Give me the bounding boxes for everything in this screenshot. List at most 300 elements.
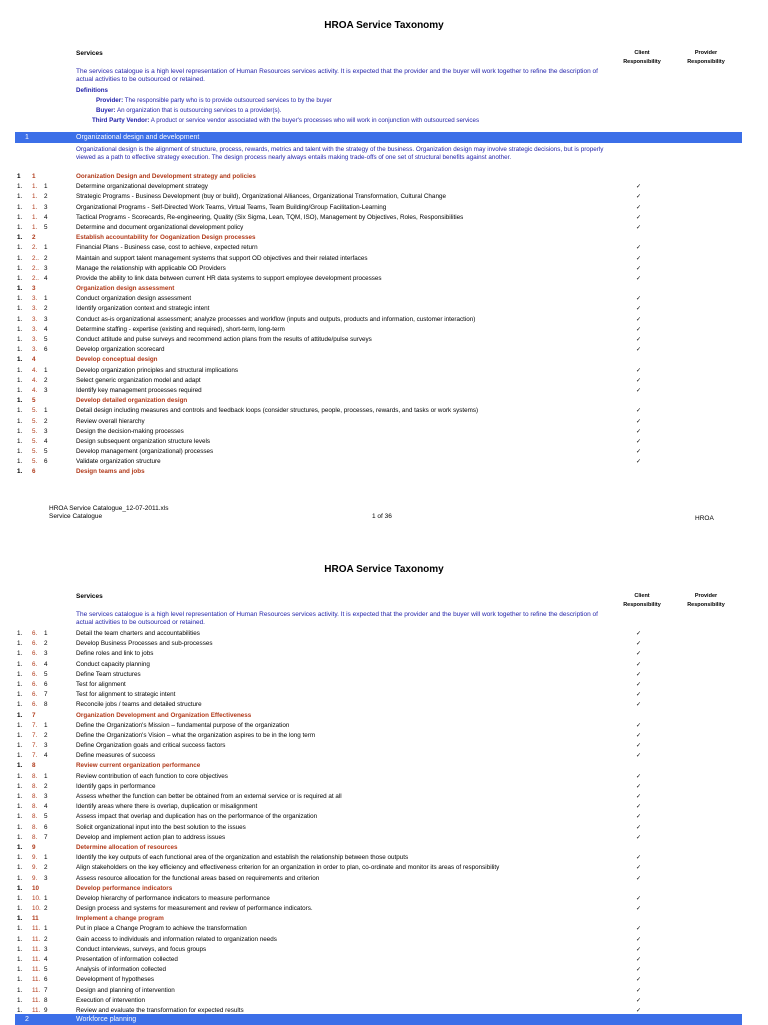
number-level-2: 5. xyxy=(32,448,38,456)
number-level-1: 1. xyxy=(17,244,23,252)
client-check-icon: ✓ xyxy=(636,214,642,221)
number-level-2: 6 xyxy=(32,468,36,476)
client-check-icon: ✓ xyxy=(636,997,642,1004)
item-text: Develop organization scorecard xyxy=(76,346,165,354)
number-level-1: 1. xyxy=(17,782,23,790)
item-text: Ooranization Design and Development strategy and policies xyxy=(76,173,256,180)
item-text: Develop detailed organization design xyxy=(76,397,188,405)
number-level-2: 1. xyxy=(32,223,38,231)
item-text: Develop hierarchy of performance indicators to measure performance xyxy=(76,894,270,902)
number-level-1: 1. xyxy=(17,397,23,405)
item-text: Determine allocation of resources xyxy=(76,843,178,851)
number-level-2: 6. xyxy=(32,691,38,699)
service-item-row xyxy=(0,345,768,355)
item-text: Define the Organization's Mission – fundamental purpose of the organization xyxy=(76,721,290,729)
number-level-3: 6 xyxy=(44,976,48,984)
section-number: 2 xyxy=(25,1016,29,1023)
service-item-row xyxy=(0,721,768,731)
client-check-icon: ✓ xyxy=(636,316,642,323)
service-item-row xyxy=(0,325,768,335)
number-level-2: 5 xyxy=(32,397,36,405)
number-level-1: 1. xyxy=(17,315,23,323)
item-text: Identify areas where there is overlap, duplication or misalignment xyxy=(76,803,258,811)
client-check-icon: ✓ xyxy=(636,1007,642,1014)
number-level-2: 8 xyxy=(32,762,36,770)
third-party-definition: A product or service vendor associated with the buyer's processes who will work in conjunction with outsourced services xyxy=(149,117,480,124)
service-item-row xyxy=(0,772,768,782)
number-level-3: 2 xyxy=(44,864,48,872)
number-level-2: 4. xyxy=(32,366,38,374)
number-level-3: 6 xyxy=(44,458,48,466)
section-heading-row xyxy=(0,711,768,721)
item-text: Analysis of information collected xyxy=(76,966,166,974)
item-text: Implement a change program xyxy=(76,915,164,923)
number-level-2: 11. xyxy=(32,986,41,994)
number-level-1: 1. xyxy=(17,915,23,923)
item-text: Develop management (organizational) processes xyxy=(76,448,214,456)
number-level-1: 1. xyxy=(17,254,23,262)
client-check-icon: ✓ xyxy=(636,957,642,963)
number-level-1: 1. xyxy=(17,986,23,994)
number-level-2: 5. xyxy=(32,437,38,445)
number-level-3: 2 xyxy=(44,731,48,739)
item-text: Review current organization performance xyxy=(76,762,201,770)
section-heading-row xyxy=(0,284,768,294)
client-check-icon: ✓ xyxy=(636,681,642,688)
item-text: Develop Business Processes and sub-processes xyxy=(76,640,213,648)
service-item-row xyxy=(0,192,768,202)
item-text: Test for alignment to strategic intent xyxy=(76,691,176,699)
service-item-row xyxy=(0,182,768,192)
definitions-label: Definitions xyxy=(76,87,108,94)
number-level-1: 1. xyxy=(17,183,23,191)
number-level-3: 5 xyxy=(44,223,48,231)
number-level-2: 2.. xyxy=(32,274,40,282)
page-title: HROA Service Taxonomy xyxy=(324,20,444,31)
number-level-3: 2 xyxy=(44,193,48,201)
item-text: Define the Organization's Vision – what the organization aspires to be in the long term xyxy=(76,731,316,739)
number-level-3: 1 xyxy=(44,854,48,862)
service-item-row xyxy=(0,223,768,233)
number-level-1: 1. xyxy=(17,295,23,303)
service-item-row xyxy=(0,986,768,996)
service-item-row xyxy=(0,406,768,416)
number-level-2: 8. xyxy=(32,823,38,831)
client-check-icon: ✓ xyxy=(636,855,642,862)
number-level-2: 3. xyxy=(32,346,38,354)
number-level-2: 11. xyxy=(32,945,41,953)
number-level-3: 7 xyxy=(44,986,48,994)
number-level-2: 11. xyxy=(32,996,41,1004)
section-heading-row xyxy=(0,172,768,182)
service-item-row xyxy=(0,965,768,975)
number-level-1: 1. xyxy=(17,976,23,984)
item-text: Review overall hierarchy xyxy=(76,417,145,425)
provider-responsibility-header-2 xyxy=(676,592,736,610)
client-check-icon: ✓ xyxy=(636,661,642,668)
client-check-icon: ✓ xyxy=(636,743,642,750)
number-level-2: 10. xyxy=(32,905,41,913)
number-level-1: 1. xyxy=(17,813,23,821)
number-level-3: 3 xyxy=(44,650,48,658)
number-level-1: 1. xyxy=(17,894,23,902)
item-text: Execution of intervention xyxy=(76,996,145,1004)
number-level-3: 5 xyxy=(44,966,48,974)
item-text: Determine staffing - expertise (existing and required), short-term, long-term xyxy=(76,325,285,333)
item-text: Assess impact that overlap and duplication has on the performance of the organization xyxy=(76,813,318,821)
number-level-2: 6. xyxy=(32,660,38,668)
client-check-icon: ✓ xyxy=(636,337,642,343)
item-text: Validate organization structure xyxy=(76,458,161,466)
number-level-1: 1. xyxy=(17,193,23,201)
client-responsibility-header xyxy=(612,49,672,67)
section-heading-row xyxy=(0,467,768,477)
number-level-2: 9. xyxy=(32,864,38,872)
client-check-icon: ✓ xyxy=(636,631,642,637)
item-text: Conduct interviews, surveys, and focus groups xyxy=(76,945,207,953)
number-level-2: 3. xyxy=(32,295,38,303)
client-check-icon: ✓ xyxy=(636,347,642,354)
number-level-2: 11. xyxy=(32,925,41,933)
number-level-3: 4 xyxy=(44,274,48,282)
service-item-row xyxy=(0,427,768,437)
provider-label-line2: Responsibility xyxy=(687,59,725,65)
item-text: Put in place a Change Program to achieve the transformation xyxy=(76,925,247,933)
item-text: Assess whether the function can better be obtained from an external service or is required at all xyxy=(76,793,342,800)
service-item-row xyxy=(0,904,768,914)
service-item-row xyxy=(0,264,768,274)
client-check-icon: ✓ xyxy=(636,438,642,445)
section-number: 1 xyxy=(25,134,29,141)
service-item-row xyxy=(0,203,768,213)
number-level-2: 9. xyxy=(32,874,38,882)
number-level-3: 4 xyxy=(44,213,48,221)
number-level-1: 1. xyxy=(17,752,23,760)
number-level-3: 3 xyxy=(44,793,48,800)
item-text: Select generic organization model and adapt xyxy=(76,376,201,384)
item-text: Maintain and support talent management systems that support OD objectives and their related interfaces xyxy=(76,254,368,262)
number-level-2: 6. xyxy=(32,701,38,709)
definition-buyer xyxy=(76,106,479,116)
number-level-1: 1. xyxy=(17,670,23,678)
number-level-3: 6 xyxy=(44,680,48,688)
document-page-2 xyxy=(0,545,768,1024)
number-level-2: 3. xyxy=(32,336,38,343)
item-text: Identify key management processes required xyxy=(76,386,202,394)
number-level-3: 3 xyxy=(44,203,48,211)
client-check-icon: ✓ xyxy=(636,814,642,821)
item-text: Define roles and link to jobs xyxy=(76,650,154,658)
client-check-icon: ✓ xyxy=(636,296,642,303)
provider-label-line2: Responsibility xyxy=(687,602,725,608)
number-level-1: 1. xyxy=(17,772,23,780)
client-label-line2: Responsibility xyxy=(623,602,661,608)
number-level-2: 9. xyxy=(32,854,38,862)
client-check-icon: ✓ xyxy=(636,265,642,272)
section-title: Organizational design and development xyxy=(76,134,200,141)
item-text: Conduct capacity planning xyxy=(76,660,150,668)
number-level-3: 8 xyxy=(44,701,48,709)
item-text: Financial Plans - Business case, cost to achieve, expected return xyxy=(76,244,258,252)
number-level-2: 5. xyxy=(32,407,38,415)
provider-label-line1: Provider xyxy=(694,50,718,56)
item-text: Develop performance indicators xyxy=(76,884,173,892)
client-check-icon: ✓ xyxy=(636,326,642,333)
number-level-1: 1. xyxy=(17,468,23,476)
service-item-row xyxy=(0,294,768,304)
number-level-3: 8 xyxy=(44,996,48,1004)
client-check-icon: ✓ xyxy=(636,753,642,760)
number-level-3: 2 xyxy=(44,935,48,943)
number-level-2: 10 xyxy=(32,884,40,892)
service-item-row xyxy=(0,894,768,904)
service-item-row xyxy=(0,670,768,680)
item-text: Detail the team charters and accountabilities xyxy=(76,630,200,637)
number-level-3: 5 xyxy=(44,448,48,456)
item-text: Organization Development and Organization Effectiveness xyxy=(76,711,252,719)
number-level-2: 4. xyxy=(32,376,38,384)
number-level-2: 5. xyxy=(32,458,38,466)
service-item-row xyxy=(0,680,768,690)
number-level-1: 1. xyxy=(17,762,23,770)
service-item-row xyxy=(0,955,768,965)
number-level-3: 2 xyxy=(44,782,48,790)
number-level-2: 4. xyxy=(32,386,38,394)
service-item-row xyxy=(0,853,768,863)
number-level-3: 4 xyxy=(44,803,48,811)
provider-label-line1: Provider xyxy=(694,593,718,599)
number-level-3: 2 xyxy=(44,305,48,313)
item-text: Design the decision-making processes xyxy=(76,427,184,435)
number-level-1: 1. xyxy=(17,701,23,709)
number-level-2: 3. xyxy=(32,325,38,333)
item-text: Develop conceptual design xyxy=(76,356,158,364)
number-level-1: 1. xyxy=(17,640,23,648)
service-item-row xyxy=(0,274,768,284)
number-level-1: 1. xyxy=(17,458,23,466)
number-level-2: 11. xyxy=(32,956,41,963)
number-level-3: 6 xyxy=(44,823,48,831)
number-level-1: 1. xyxy=(17,386,23,394)
item-text: Develop organization principles and structural implications xyxy=(76,366,239,374)
number-level-2: 5. xyxy=(32,417,38,425)
client-check-icon: ✓ xyxy=(636,783,642,790)
number-level-3: 2 xyxy=(44,254,48,262)
number-level-3: 4 xyxy=(44,956,48,963)
service-item-row xyxy=(0,386,768,396)
item-text: Design process and systems for measurement and review of performance indicators. xyxy=(76,905,313,913)
number-level-1: 1. xyxy=(17,721,23,729)
number-level-1: 1. xyxy=(17,956,23,963)
item-text: Detail design including measures and controls and feedback loops (consider structures, people, processes, rewards, and tasks or work systems) xyxy=(76,407,479,415)
definitions-block xyxy=(76,86,479,126)
client-label-line1: Client xyxy=(634,50,650,56)
client-check-icon: ✓ xyxy=(636,255,642,262)
section-heading-row xyxy=(0,355,768,365)
definition-third-party xyxy=(76,116,479,126)
service-item-row xyxy=(0,945,768,955)
section-bar-2 xyxy=(15,1014,742,1025)
client-check-icon: ✓ xyxy=(636,732,642,739)
client-check-icon: ✓ xyxy=(636,449,642,456)
number-level-2: 7 xyxy=(32,711,36,719)
item-text: Strategic Programs - Business Development (buy or build), Organizational Alliances, Organizational Transformation, Cultural Change xyxy=(76,193,446,201)
number-level-1: 1. xyxy=(17,437,23,445)
item-text: Establish accountability for Ooganization Design processes xyxy=(76,234,256,242)
number-level-1: 1. xyxy=(17,793,23,800)
item-text: Development of hypotheses xyxy=(76,976,155,984)
number-level-3: 1 xyxy=(44,295,48,303)
section-heading-row xyxy=(0,914,768,924)
number-level-3: 3 xyxy=(44,742,48,750)
section-heading-row xyxy=(0,233,768,243)
provider-term: Provider: xyxy=(96,97,124,104)
section-description: Organizational design is the alignment of structure, process, rewards, metrics and talent with the strategy of the business. Organization design may involve strategic decisions, but is properly viewed as a path to effective strategy execution. The design process nearly always entails making trade-offs of one set of structural benefits against another. xyxy=(76,146,604,161)
item-text: Presentation of information collected xyxy=(76,956,178,963)
item-text: Define measures of success xyxy=(76,752,156,760)
service-item-row xyxy=(0,935,768,945)
client-check-icon: ✓ xyxy=(636,651,642,658)
client-check-icon: ✓ xyxy=(636,967,642,974)
number-level-3: 1 xyxy=(44,366,48,374)
item-text: Gain access to individuals and information related to organization needs xyxy=(76,935,277,943)
client-check-icon: ✓ xyxy=(636,692,642,699)
number-level-3: 1 xyxy=(44,183,48,191)
service-item-row xyxy=(0,802,768,812)
number-level-3: 5 xyxy=(44,670,48,678)
number-level-1: 1. xyxy=(17,680,23,688)
client-label-line2: Responsibility xyxy=(623,59,661,65)
number-level-1: 1. xyxy=(17,346,23,354)
number-level-3: 6 xyxy=(44,346,48,354)
number-level-2: 2 xyxy=(32,234,36,242)
number-level-1: 1. xyxy=(17,213,23,221)
item-text: Test for alignment xyxy=(76,680,126,688)
client-check-icon: ✓ xyxy=(636,804,642,811)
number-level-2: 1. xyxy=(32,193,38,201)
number-level-2: 1. xyxy=(32,203,38,211)
third-party-term: Third Party Vendor: xyxy=(92,117,150,124)
number-level-2: 3. xyxy=(32,305,38,313)
item-text: Conduct as-is organizational assessment; analyze processes and workflow (inputs and outputs, products and information, customer interaction) xyxy=(76,315,476,323)
number-level-2: 8. xyxy=(32,813,38,821)
services-column-header-2: Services xyxy=(76,593,103,600)
footer-right: HROA xyxy=(695,515,714,522)
number-level-1: 1. xyxy=(17,925,23,933)
item-text: Define Organization goals and critical success factors xyxy=(76,742,226,750)
service-item-row xyxy=(0,660,768,670)
number-level-2: 8. xyxy=(32,793,38,800)
number-level-2: 1 xyxy=(32,173,36,180)
client-check-icon: ✓ xyxy=(636,306,642,313)
number-level-3: 7 xyxy=(44,691,48,699)
client-check-icon: ✓ xyxy=(636,936,642,943)
client-check-icon: ✓ xyxy=(636,408,642,415)
number-level-1: 1. xyxy=(17,833,23,841)
number-level-1: 1. xyxy=(17,854,23,862)
item-text: Develop and implement action plan to address issues xyxy=(76,833,226,841)
number-level-2: 5. xyxy=(32,427,38,435)
number-level-2: 7. xyxy=(32,731,38,739)
number-level-1: 1. xyxy=(17,234,23,242)
client-responsibility-header-2 xyxy=(612,592,672,610)
number-level-3: 7 xyxy=(44,833,48,841)
number-level-1: 1. xyxy=(17,336,23,343)
service-rows-page-1 xyxy=(0,172,768,478)
number-level-1: 1. xyxy=(17,966,23,974)
number-level-1: 1. xyxy=(17,945,23,953)
section-bar-1 xyxy=(15,132,742,143)
item-text: Review contribution of each function to core objectives xyxy=(76,772,228,780)
client-check-icon: ✓ xyxy=(636,865,642,872)
client-check-icon: ✓ xyxy=(636,194,642,201)
number-level-1: 1. xyxy=(17,630,23,637)
service-item-row xyxy=(0,792,768,802)
item-text: Define Team structures xyxy=(76,670,141,678)
client-label-line1: Client xyxy=(634,593,650,599)
number-level-1: 1. xyxy=(17,843,23,851)
client-check-icon: ✓ xyxy=(636,459,642,466)
service-item-row xyxy=(0,751,768,761)
number-level-1: 1. xyxy=(17,1006,23,1014)
client-check-icon: ✓ xyxy=(636,722,642,729)
item-text: Align stakeholders on the key efficiency and effectiveness criterion for an organization in order to plan, co-ordinate and monitor its areas of responsibility xyxy=(76,864,500,872)
service-item-row xyxy=(0,629,768,639)
footer-page-number: 1 of 36 xyxy=(372,513,392,520)
number-level-1: 1. xyxy=(17,864,23,872)
item-text: Conduct attitude and pulse surveys and recommend action plans from the results of attitude/pulse surveys xyxy=(76,336,372,343)
number-level-2: 6. xyxy=(32,630,38,637)
client-check-icon: ✓ xyxy=(636,987,642,994)
number-level-1: 1. xyxy=(17,356,23,364)
number-level-1: 1. xyxy=(17,731,23,739)
item-text: Provide the ability to link data between current HR data systems to support employee development processes xyxy=(76,274,382,282)
definition-provider xyxy=(76,96,479,106)
number-level-1: 1. xyxy=(17,996,23,1004)
section-heading-row xyxy=(0,843,768,853)
number-level-3: 4 xyxy=(44,437,48,445)
client-check-icon: ✓ xyxy=(636,875,642,882)
number-level-3: 1 xyxy=(44,925,48,933)
client-check-icon: ✓ xyxy=(636,773,642,780)
service-item-row xyxy=(0,700,768,710)
service-item-row xyxy=(0,243,768,253)
number-level-1: 1. xyxy=(17,935,23,943)
client-check-icon: ✓ xyxy=(636,245,642,252)
number-level-3: 2 xyxy=(44,376,48,384)
client-check-icon: ✓ xyxy=(636,906,642,913)
number-level-2: 8. xyxy=(32,782,38,790)
item-text: Assess resource allocation for the functional areas based on requirements and criterion xyxy=(76,874,320,882)
number-level-1: 1. xyxy=(17,660,23,668)
provider-responsibility-header xyxy=(676,49,736,67)
service-item-row xyxy=(0,437,768,447)
item-text: Manage the relationship with applicable OD Providers xyxy=(76,264,226,272)
service-rows-page-2 xyxy=(0,629,768,1016)
client-check-icon: ✓ xyxy=(636,367,642,374)
item-text: Identify organization context and strategic intent xyxy=(76,305,210,313)
number-level-3: 3 xyxy=(44,315,48,323)
client-check-icon: ✓ xyxy=(636,275,642,282)
footer-file xyxy=(49,505,168,521)
number-level-1: 1. xyxy=(17,366,23,374)
number-level-3: 5 xyxy=(44,813,48,821)
number-level-3: 3 xyxy=(44,386,48,394)
client-check-icon: ✓ xyxy=(636,184,642,191)
number-level-2: 8. xyxy=(32,833,38,841)
number-level-2: 11 xyxy=(32,915,39,923)
service-item-row xyxy=(0,366,768,376)
